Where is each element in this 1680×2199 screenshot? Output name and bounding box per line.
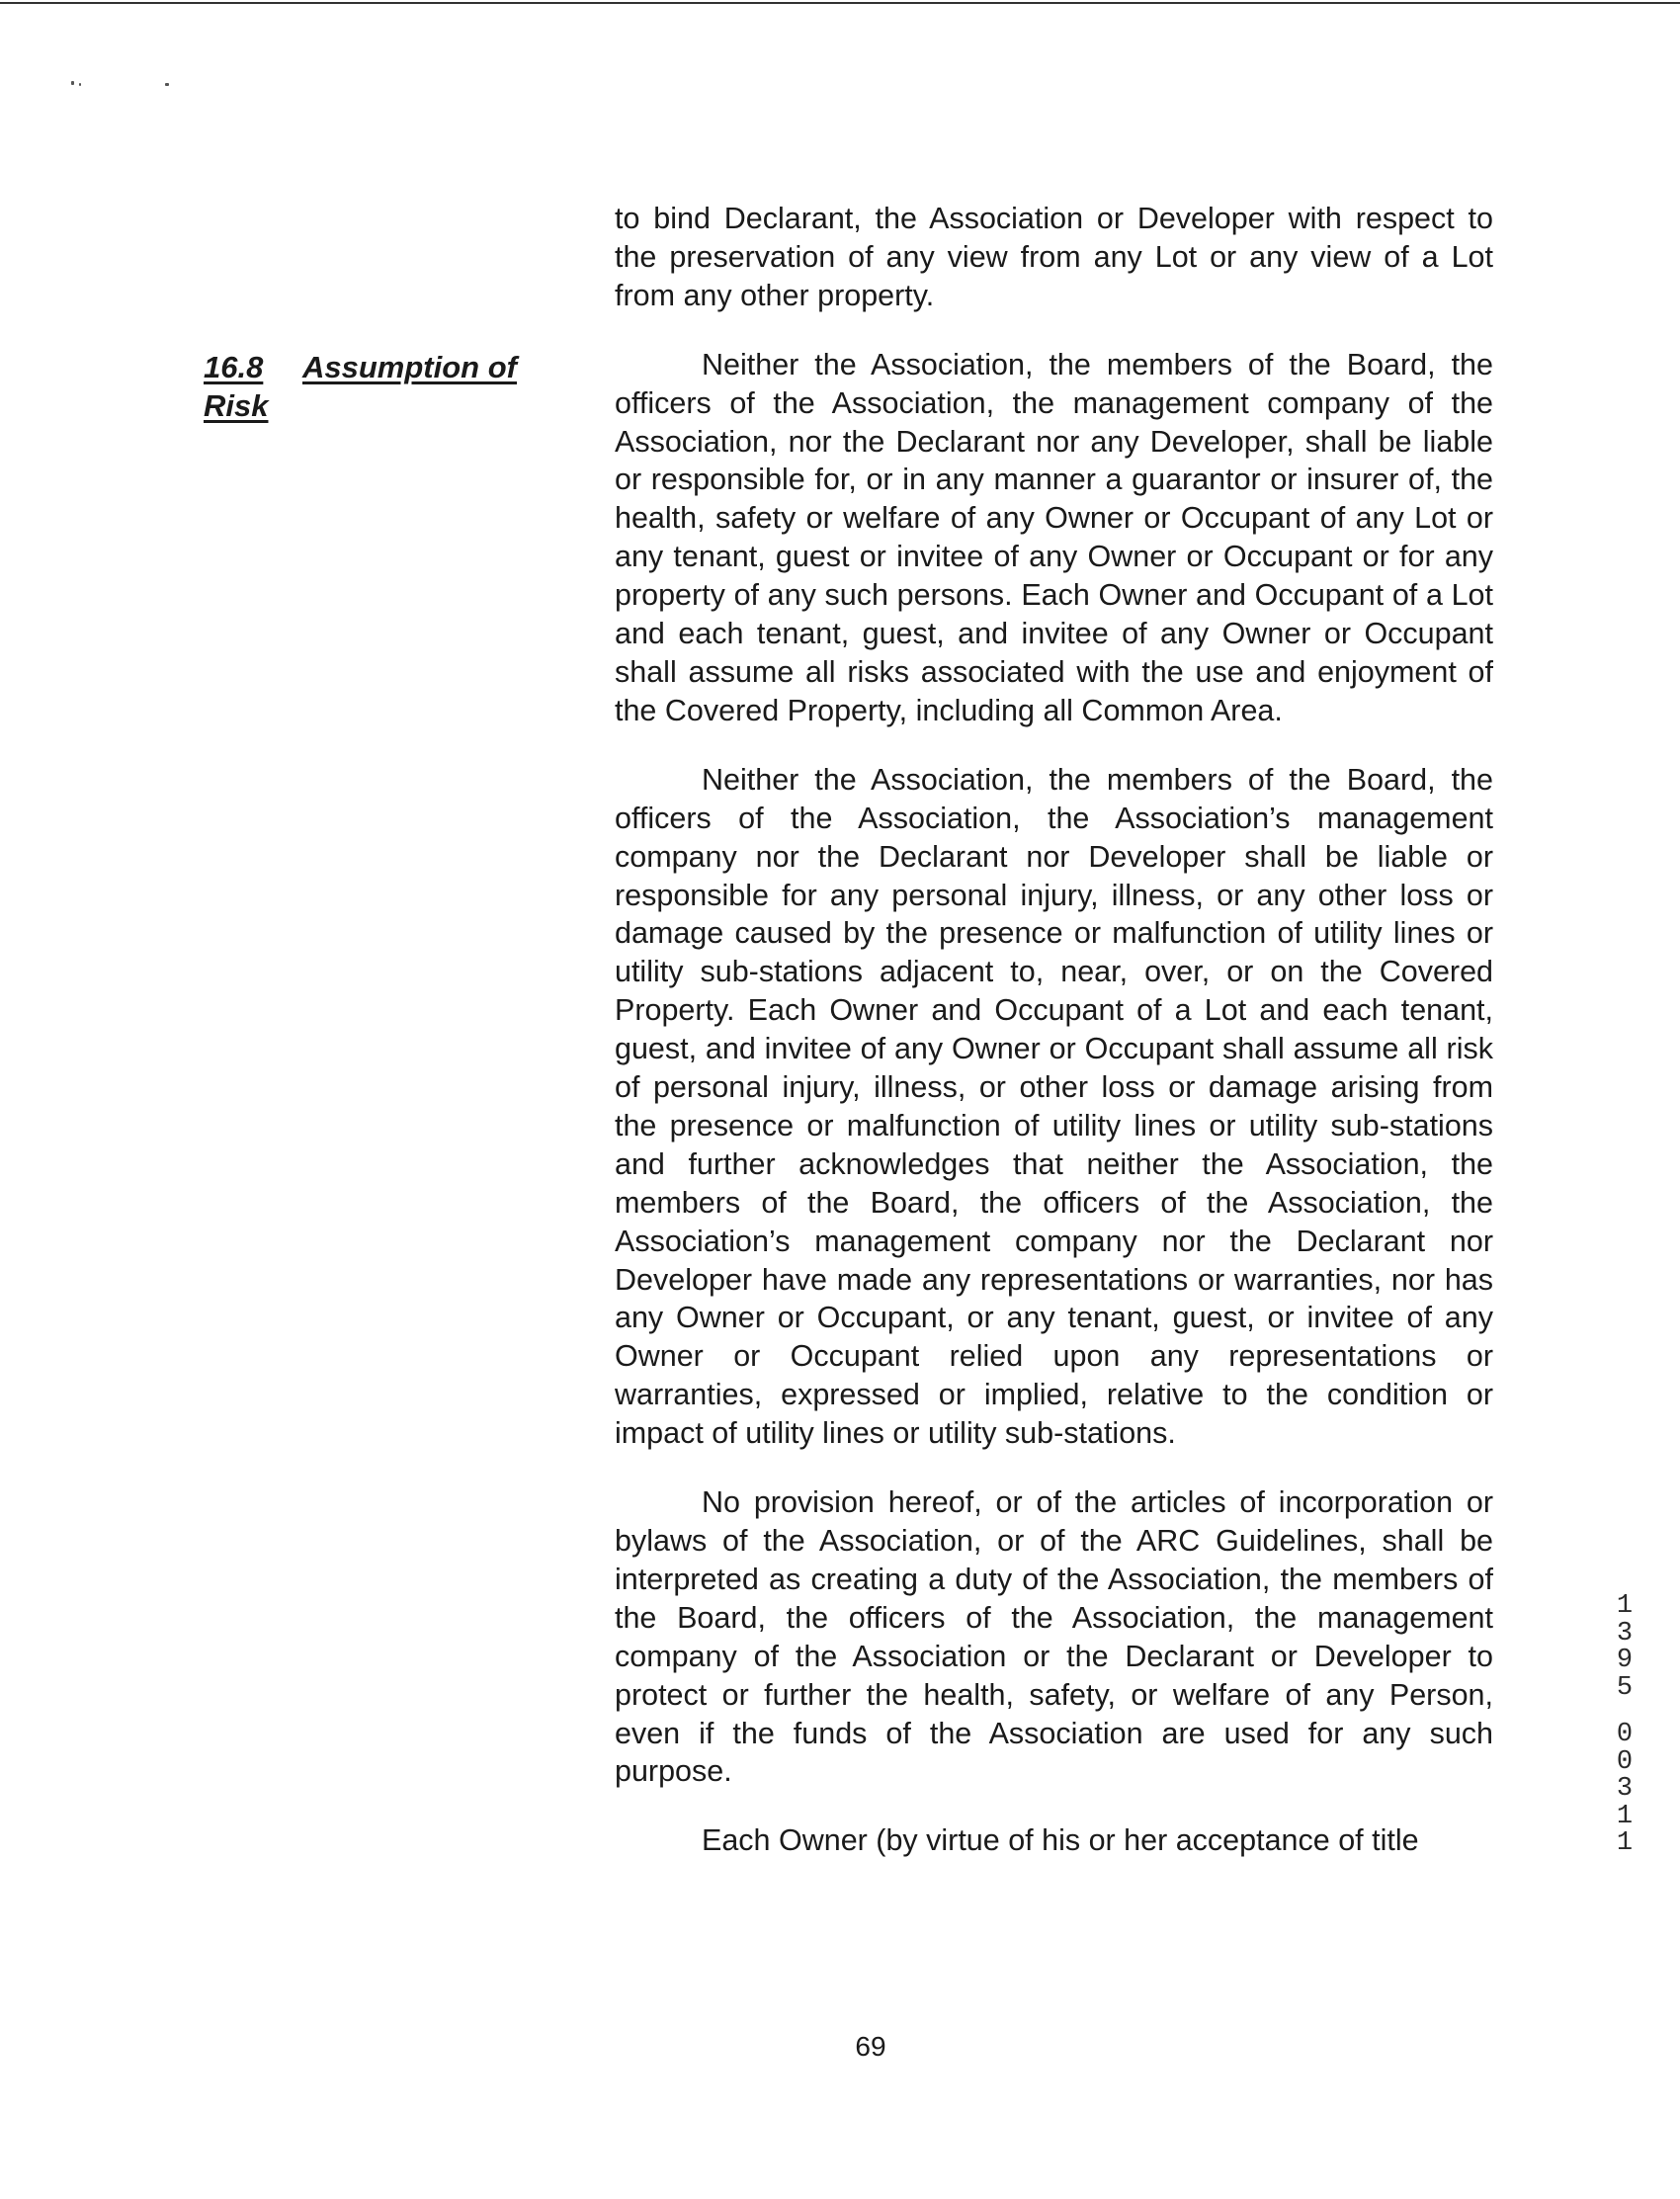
- page-number: 69: [855, 2031, 886, 2062]
- scan-speck: [165, 83, 169, 86]
- stamp-gap: [1608, 1702, 1641, 1722]
- stamp-digit: 0: [1616, 1746, 1634, 1777]
- paragraph-continuation: to bind Declarant, the Association or Developer with respect to the preservation of any view from any Lot or any view of a Lot from any other property.: [615, 202, 1493, 312]
- stamp-digit: 9: [1616, 1646, 1634, 1675]
- stamp-digit: 3: [1616, 1774, 1634, 1804]
- stamp-digit: 0: [1616, 1720, 1634, 1749]
- stamp-digit: 3: [1616, 1618, 1634, 1649]
- section-heading: [204, 348, 559, 425]
- scan-top-border: [0, 2, 1680, 4]
- stamp-digit: 1: [1616, 1801, 1634, 1831]
- stamp-digit: 1: [1616, 1828, 1634, 1858]
- paragraph: Each Owner (by virtue of his or her acceptance of title: [702, 1823, 1419, 1858]
- body-text-column: [615, 200, 1493, 1860]
- scan-speck: [71, 81, 74, 85]
- stamp-digit: 1: [1616, 1591, 1634, 1621]
- stamp-digit: 5: [1616, 1672, 1634, 1703]
- section-title-line2: Risk: [204, 388, 269, 423]
- section-number: 16.8: [204, 350, 264, 384]
- paragraph: No provision hereof, or of the articles of incorporation or bylaws of the Association, or of the ARC Guidelines, shall be interpreted as creating a duty of the Association, the members of the Board, the officers of the Association, the management company of the Association or the Declarant or Developer to protect or further the health, safety, or welfare of any Person, even if the funds of the Association are used for any such purpose.: [615, 1485, 1493, 1789]
- scan-speck: [79, 83, 81, 86]
- paragraph: Neither the Association, the members of the Board, the officers of the Association, the management company of the Association, nor the Declarant nor any Developer, shall be liable or responsible for, or in any manner a guarantor or insurer of, the health, safety or welfare of any Owner or Occupant of any Lot or any tenant, guest or invitee of any Owner or Occupant or for any property of any such persons. Each Owner and Occupant of a Lot and each tenant, guest, and invitee of any Owner or Occupant shall assume all risks associated with the use and enjoyment of the Covered Property, including all Common Area.: [615, 347, 1493, 727]
- section-title-line1: Assumption of: [302, 350, 517, 384]
- document-stamp-number: [1608, 1593, 1641, 1858]
- paragraph: Neither the Association, the members of the Board, the officers of the Association, the Association’s management company nor the Declarant nor Developer shall be liable or responsible for any personal injury, illness, or any other loss or damage caused by the presence or malfunction of utility lines or utility sub-stations adjacent to, near, over, or on the Covered Property. Each Owner and Occupant of a Lot and each tenant, guest, and invitee of any Owner or Occupant shall assume all risk of personal injury, illness, or other loss or damage arising from the presence or malfunction of utility lines or utility sub-stations and further acknowledges that neither the Association, the members of the Board, the officers of the Association, the Association’s management company nor the Declarant nor Developer have made any representations or warranties, nor has any Owner or Occupant, or any tenant, guest, or invitee of any Owner or Occupant relied upon any representations or warranties, expressed or implied, relative to the condition or impact of utility lines or utility sub-stations.: [615, 762, 1493, 1451]
